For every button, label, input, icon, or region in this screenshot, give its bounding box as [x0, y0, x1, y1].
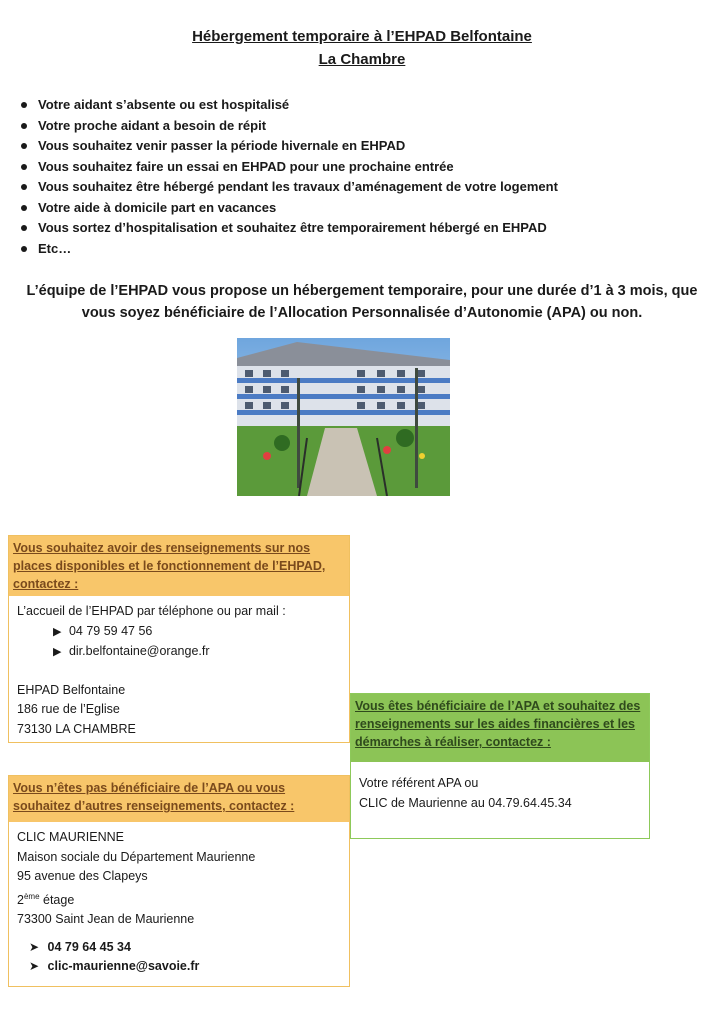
clic-phone-line: [17, 938, 341, 958]
list-item: Votre aide à domicile part en vacances: [20, 198, 558, 219]
info-contact-body: [9, 596, 349, 745]
situations-list: [20, 95, 558, 259]
apa-line-1: Votre référent APA ou: [359, 776, 479, 790]
arrowhead-icon: ➤: [29, 939, 40, 954]
apa-contact-body: [351, 762, 649, 819]
phone-number[interactable]: 04 79 59 47 56: [68, 623, 153, 638]
triangle-right-icon: ▶: [53, 625, 62, 638]
document-title: Hébergement temporaire à l’EHPAD Belfontaine: [192, 28, 532, 45]
list-item: Etc…: [20, 239, 558, 260]
phone-line: [17, 622, 341, 643]
info-lead-text: L’accueil de l’EHPAD par téléphone ou par mail :: [17, 604, 286, 618]
info-contact-box: [8, 535, 350, 743]
clic-contact-body: [9, 822, 349, 983]
clic-name: CLIC MAURIENNE: [17, 830, 124, 844]
list-item: Vous souhaitez être hébergé pendant les travaux d’aménagement de votre logement: [20, 177, 558, 198]
clic-email[interactable]: clic-maurienne@savoie.fr: [47, 959, 200, 974]
list-item: Vous souhaitez venir passer la période hivernale en EHPAD: [20, 136, 558, 157]
clic-floor: [17, 887, 341, 911]
clic-org: Maison sociale du Département Maurienne: [17, 849, 256, 864]
document-subtitle: La Chambre: [318, 51, 406, 68]
floor-number: 2: [17, 892, 24, 907]
list-item: Votre aidant s’absente ou est hospitalisé: [20, 95, 558, 116]
list-item: Vous souhaitez faire un essai en EHPAD pour une prochaine entrée: [20, 157, 558, 178]
intro-line-1: L’équipe de l’EHPAD vous propose un hébergement temporaire, pour une durée d’1 à 3 mois, que: [26, 283, 698, 299]
clic-street: 95 avenue des Clapeys: [17, 869, 148, 883]
clic-city: 73300 Saint Jean de Maurienne: [17, 912, 195, 927]
apa-contact-heading: Vous êtes bénéficiaire de l’APA et souhaitez des renseignements sur les aides financières et les démarches à réaliser, contactez :: [351, 694, 649, 762]
triangle-right-icon: ▶: [53, 646, 62, 658]
list-item: Vous sortez d’hospitalisation et souhaitez être temporairement hébergé en EHPAD: [20, 218, 558, 239]
intro-line-2: vous soyez bénéficiaire de l’Allocation Personnalisée d’Autonomie (APA) ou non.: [81, 305, 643, 321]
clic-contact-box: [8, 775, 350, 987]
floor-suffix: ème: [23, 891, 40, 901]
arrowhead-icon: ➤: [29, 959, 40, 974]
building-illustration: [237, 338, 450, 496]
list-item: Votre proche aidant a besoin de répit: [20, 116, 558, 137]
apa-line-2: CLIC de Maurienne au 04.79.64.45.34: [359, 795, 572, 810]
email-address[interactable]: dir.belfontaine@orange.fr: [68, 644, 210, 658]
address-city: 73130 LA CHAMBRE: [17, 721, 136, 736]
clic-contact-heading: Vous n’êtes pas bénéficiaire de l’APA ou vous souhaitez d’autres renseignements, contactez :: [9, 776, 349, 822]
address-street: 186 rue de l’Eglise: [17, 702, 120, 716]
email-line: [17, 642, 341, 663]
building-photo: [237, 338, 450, 496]
intro-paragraph: [18, 280, 706, 324]
address-name: EHPAD Belfontaine: [17, 682, 126, 697]
info-contact-heading: Vous souhaitez avoir des renseignements sur nos places disponibles et le fonctionnement de l’EHPAD, contactez :: [9, 536, 349, 596]
clic-phone[interactable]: 04 79 64 45 34: [47, 939, 131, 954]
clic-email-line: [17, 957, 341, 977]
apa-contact-box: [350, 693, 650, 839]
floor-text: étage: [39, 892, 75, 907]
